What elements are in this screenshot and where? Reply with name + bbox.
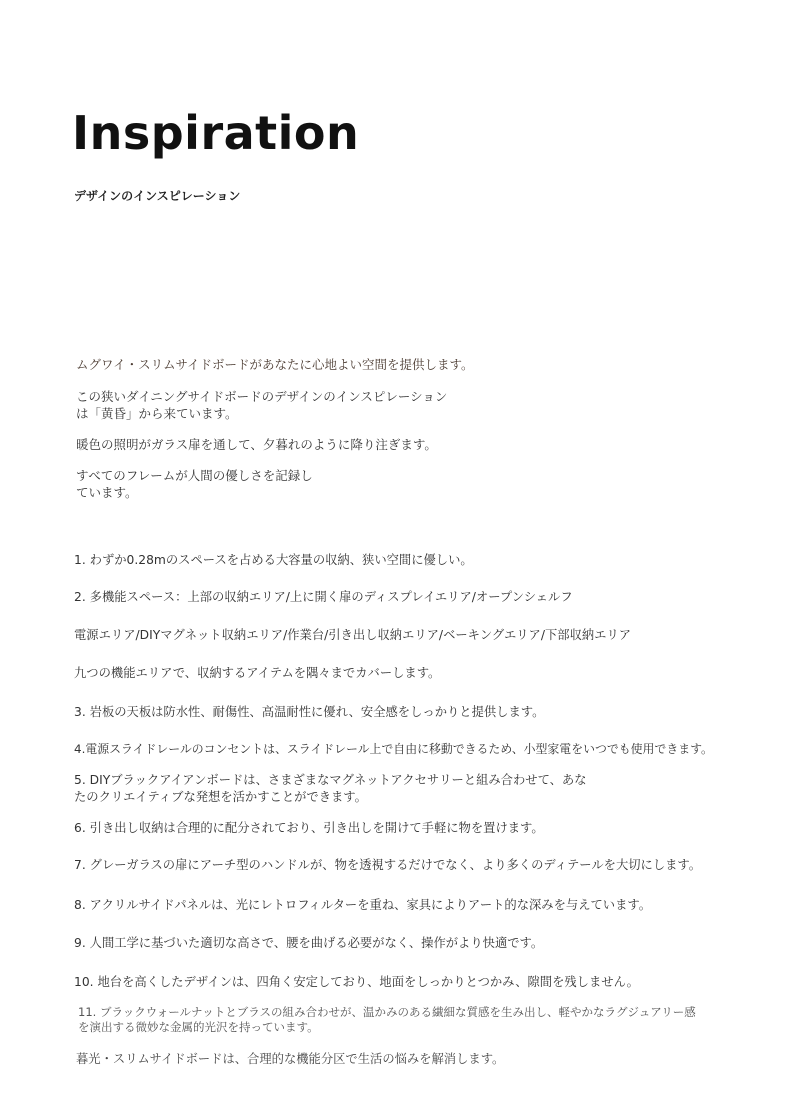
- feature-item-2-continued: 電源エリア/DIYマグネット収納エリア/作業台/引き出し収納エリア/ベーキングエリア/下部収納エリア: [74, 628, 632, 642]
- closing-statement: 暮光・スリムサイドボードは、合理的な機能分区で生活の悩みを解消します。: [76, 1052, 505, 1066]
- intro-lead: ムグワイ・スリムサイドボードがあなたに心地よい空間を提供します。: [76, 357, 474, 372]
- intro-paragraph-2: 暖色の照明がガラス扉を通して、夕暮れのように降り注ぎます。: [76, 437, 437, 452]
- feature-item-8: 8. アクリルサイドパネルは、光にレトロフィルターを重ね、家具によりアート的な深みを与えています。: [74, 898, 651, 912]
- feature-item-5: 5. DIYブラックアイアンボードは、さまざまなマグネットアクセサリーと組み合わせて、あな たのクリエイティブな発想を活かすことができます。: [74, 773, 587, 804]
- intro-section: [76, 356, 546, 501]
- feature-item-7: 7. グレーガラスの扉にアーチ型のハンドルが、物を透視するだけでなく、より多くのディテールを大切にします。: [74, 858, 702, 872]
- page-subtitle: デザインのインスピレーション: [74, 189, 241, 203]
- feature-item-11: 11. ブラックウォールナットとブラスの組み合わせが、温かみのある繊細な質感を生み出し、軽やかなラグジュアリー感 を演出する微妙な金属的光沢を持っています。: [78, 1005, 696, 1034]
- intro-paragraph-1: この狭いダイニングサイドボードのデザインのインスピレーション は「黄昏」から来ています。: [76, 389, 448, 421]
- feature-item-2: 2. 多機能スペース：上部の収納エリア/上に開く扉のディスプレイエリア/オープンシェルフ: [74, 590, 573, 604]
- feature-item-10: 10. 地台を高くしたデザインは、四角く安定しており、地面をしっかりとつかみ、隙間を残しません。: [74, 975, 639, 989]
- page-title: Inspiration: [72, 106, 360, 160]
- feature-item-6: 6. 引き出し収納は合理的に配分されており、引き出しを開けて手軽に物を置けます。: [74, 821, 544, 835]
- feature-item-4: 4.電源スライドレールのコンセントは、スライドレール上で自由に移動できるため、小型家電をいつでも使用できます。: [74, 742, 713, 756]
- feature-item-2-summary: 九つの機能エリアで、収納するアイテムを隅々までカバーします。: [74, 666, 441, 680]
- feature-item-3: 3. 岩板の天板は防水性、耐傷性、高温耐性に優れ、安全感をしっかりと提供します。: [74, 705, 545, 719]
- feature-item-9: 9. 人間工学に基づいた適切な高さで、腰を曲げる必要がなく、操作がより快適です。: [74, 936, 544, 950]
- intro-paragraph-3: すべてのフレームが人間の優しさを記録し ています。: [76, 468, 313, 500]
- feature-item-1: 1. わずか0.28mのスペースを占める大容量の収納、狭い空間に優しい。: [74, 553, 473, 567]
